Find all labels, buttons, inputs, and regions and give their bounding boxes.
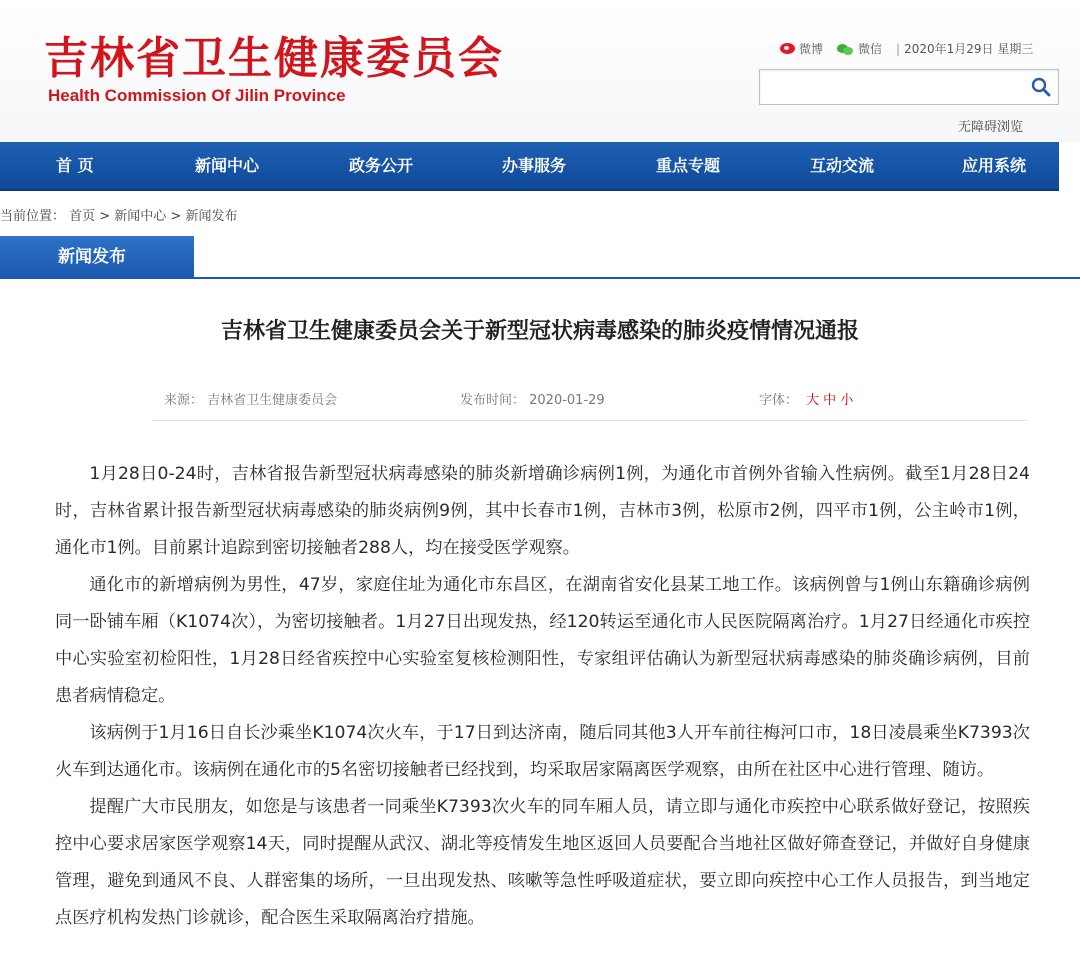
main-nav <box>0 142 1059 191</box>
nav-item-government-affairs[interactable]: 政务公开 <box>349 156 414 175</box>
font-size-small-button[interactable]: 小 <box>840 393 854 408</box>
section-divider <box>0 277 1080 279</box>
nav-item-topics[interactable]: 重点专题 <box>656 156 721 175</box>
article-source: 来源： 吉林省卫生健康委员会 <box>164 393 338 408</box>
search-box <box>759 69 1059 105</box>
wechat-label: 微信 <box>858 42 883 56</box>
article-paragraph: 该病例于1月16日自长沙乘坐K1074次火车，于17日到达济南，随后同其他3人开车前往梅河口市，18日凌晨乘坐K7393次火车到达通化市。该病例在通化市的5名密切接触者已经找到，均采取居家隔离医学观察，由所在社区中心进行管理、随访。 <box>55 723 1030 780</box>
article-paragraph: 1月28日0-24时，吉林省报告新型冠状病毒感染的肺炎新增确诊病例1例，为通化市首例外省输入性病例。截至1月28日24时，吉林省累计报告新型冠状病毒感染的肺炎病例9例，其中长春市1例，吉林市3例，松原市2例，四平市1例，公主岭市1例，通化市1例。目前累计追踪到密切接触者288人，均在接受医学观察。 <box>55 464 1030 558</box>
article-paragraph: 提醒广大市民朋友，如您是与该患者一同乘坐K7393次火车的同车厢人员，请立即与通化市疾控中心联系做好登记，按照疾控中心要求居家医学观察14天，同时提醒从武汉、湖北等疫情发生地区返回人员要配合当地社区做好筛查登记，并做好自身健康管理，避免到通风不良、人群密集的场所，一旦出现发热、咳嗽等急性呼吸道症状，要立即向疾控中心工作人员报告，到当地定点医疗机构发热门诊就诊，配合医生采取隔离治疗措施。 <box>55 797 1030 928</box>
article-paragraph: 通化市的新增病例为男性，47岁，家庭住址为通化市东昌区，在湖南省安化县某工地工作。该病例曾与1例山东籍确诊病例同一卧铺车厢（K1074次），为密切接触者。1月27日出现发热，经120转运至通化市人民医院隔离治疗。1月27日经通化市疾控中心实验室初检阳性，1月28日经省疾控中心实验室复核检测阳性，专家组评估确认为新型冠状病毒感染的肺炎确诊病例，目前患者病情稳定。 <box>55 575 1030 706</box>
article-title: 吉林省卫生健康委员会关于新型冠状病毒感染的肺炎疫情情况通报 <box>220 319 859 344</box>
weibo-label: 微博 <box>799 42 824 56</box>
article-body <box>55 456 1030 937</box>
font-size-control <box>759 389 857 408</box>
nav-item-news[interactable]: 新闻中心 <box>195 156 260 175</box>
weibo-link[interactable] <box>780 40 823 57</box>
weibo-icon <box>780 43 795 54</box>
section-tab-news-release[interactable]: 新闻发布 <box>0 236 194 278</box>
font-size-label: 字体： <box>759 393 799 408</box>
nav-item-apps[interactable]: 应用系统 <box>962 156 1027 175</box>
font-size-large-button[interactable]: 大 <box>806 393 820 408</box>
wechat-icon <box>837 43 854 55</box>
site-header <box>0 0 1080 142</box>
current-date: 2020年1月29日 星期三 <box>904 42 1034 56</box>
nav-item-services[interactable]: 办事服务 <box>502 156 567 175</box>
wechat-link[interactable] <box>837 40 882 57</box>
breadcrumb[interactable]: 当前位置： 首页 > 新闻中心 > 新闻发布 <box>0 209 238 224</box>
search-button[interactable] <box>1026 72 1056 102</box>
nav-item-home[interactable]: 首 页 <box>56 156 94 175</box>
search-icon <box>1031 77 1051 97</box>
nav-item-interaction[interactable]: 互动交流 <box>810 156 875 175</box>
top-links <box>780 40 1033 57</box>
site-logo-english[interactable]: Health Commission Of Jilin Province <box>48 86 346 105</box>
article-meta <box>152 380 1027 421</box>
font-size-medium-button[interactable]: 中 <box>823 393 837 408</box>
accessibility-link[interactable]: 无障碍浏览 <box>958 120 1024 135</box>
article-publish-time: 发布时间： 2020-01-29 <box>460 393 605 408</box>
divider: | <box>896 41 901 56</box>
site-logo-chinese[interactable]: 吉林省卫生健康委员会 <box>44 33 504 84</box>
search-input[interactable] <box>766 75 1020 101</box>
